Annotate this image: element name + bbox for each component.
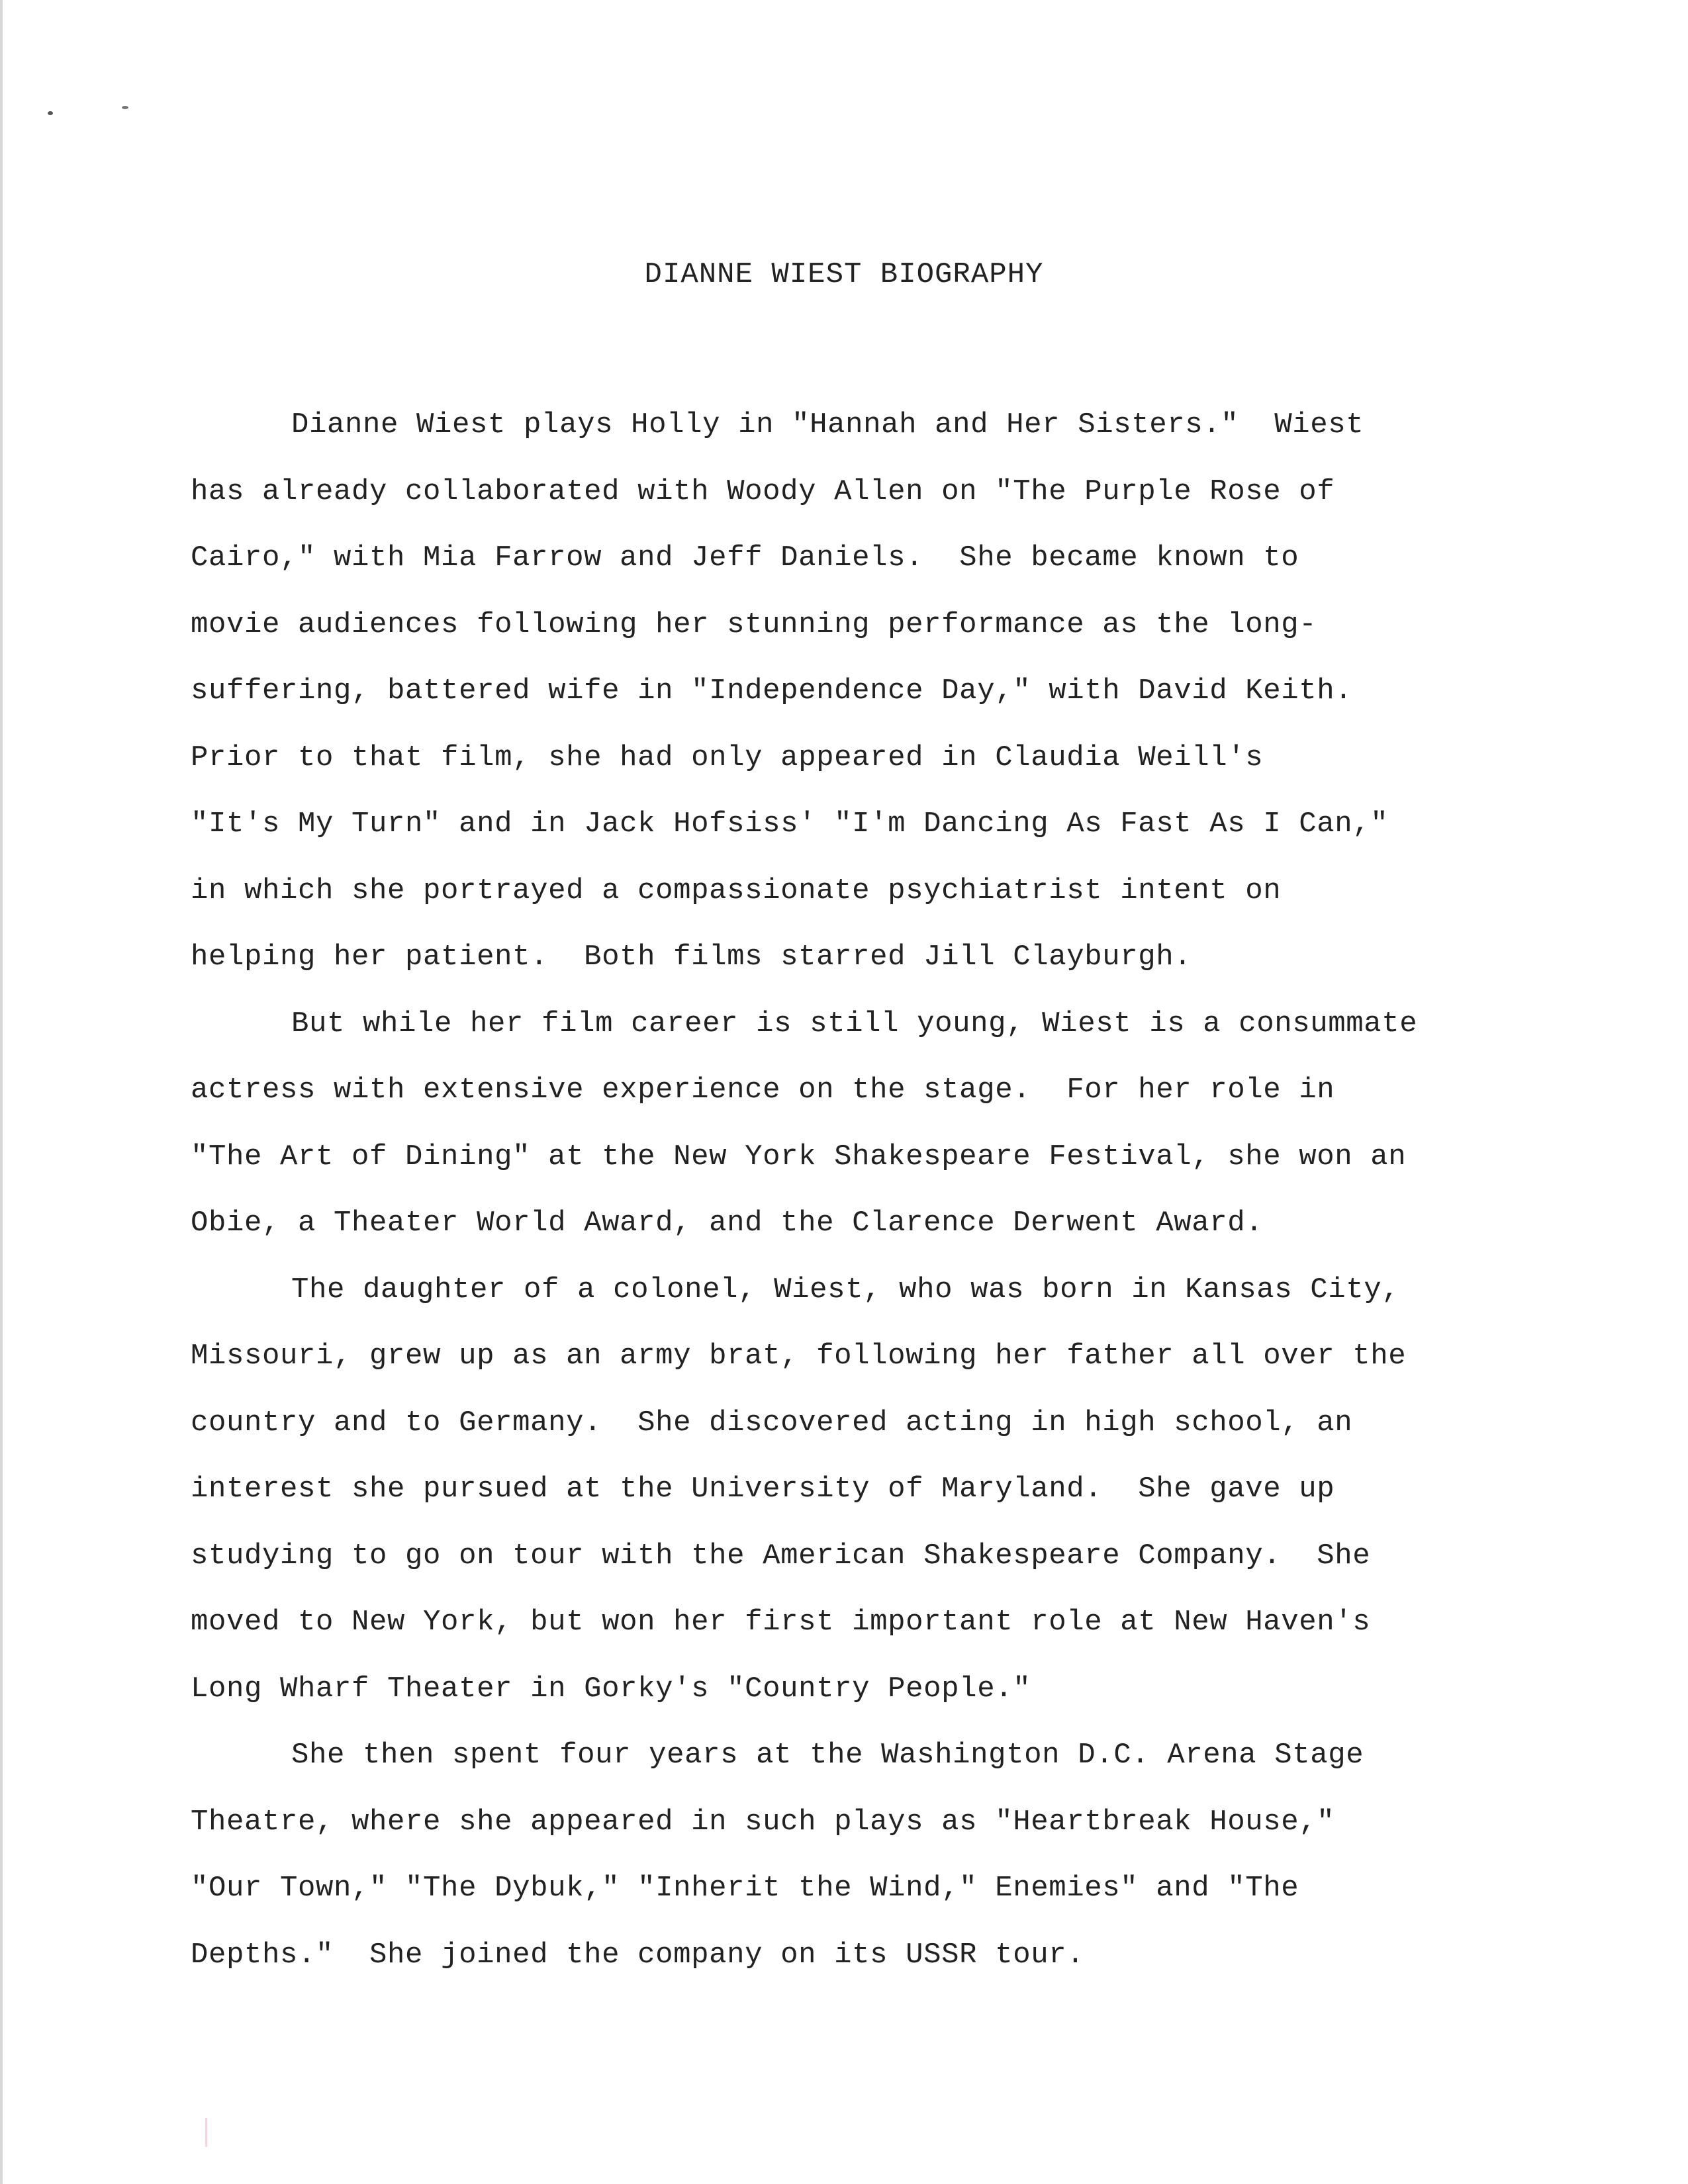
text-line: country and to Germany. She discovered acting in high school, an <box>191 1406 1353 1439</box>
text-line: actress with extensive experience on the stage. For her role in <box>191 1073 1335 1107</box>
text-line: Obie, a Theater World Award, and the Clarence Derwent Award. <box>191 1206 1264 1240</box>
text-line: "It's My Turn" and in Jack Hofsiss' "I'm Dancing As Fast As I Can," <box>191 807 1389 841</box>
text-line: in which she portrayed a compassionate psychiatrist intent on <box>191 874 1282 907</box>
text-line: Cairo," with Mia Farrow and Jeff Daniels. She became known to <box>191 541 1299 574</box>
text-line: Theatre, where she appeared in such plays as "Heartbreak House," <box>191 1805 1335 1839</box>
text-line: Prior to that film, she had only appeared in Claudia Weill's <box>191 741 1264 774</box>
paragraph <box>191 991 1574 1257</box>
page-edge <box>0 0 3 2184</box>
text-line: helping her patient. Both films starred Jill Clayburgh. <box>191 940 1192 974</box>
paragraph <box>191 1257 1574 1723</box>
text-line: has already collaborated with Woody Allen on "The Purple Rose of <box>191 475 1335 508</box>
text-line: She then spent four years at the Washington D.C. Arena Stage <box>291 1739 1364 1772</box>
text-line: suffering, battered wife in "Independence Day," with David Keith. <box>191 674 1353 707</box>
text-line: "Our Town," "The Dybuk," "Inherit the Wind," Enemies" and "The <box>191 1872 1299 1905</box>
text-line: studying to go on tour with the American Shakespeare Company. She <box>191 1539 1371 1572</box>
text-line: "The Art of Dining" at the New York Shakespeare Festival, she won an <box>191 1140 1407 1173</box>
text-line: moved to New York, but won her first important role at New Haven's <box>191 1606 1371 1639</box>
text-line: Depths." She joined the company on its USSR tour. <box>191 1938 1085 1972</box>
text-line: The daughter of a colonel, Wiest, who was born in Kansas City, <box>291 1273 1400 1306</box>
scan-speck <box>48 111 53 115</box>
page-title: DIANNE WIEST BIOGRAPHY <box>644 258 1044 291</box>
biography-body <box>191 392 1574 1988</box>
paragraph <box>191 1722 1574 1988</box>
text-line: Long Wharf Theater in Gorky's "Country People." <box>191 1672 1031 1706</box>
paragraph <box>191 392 1574 991</box>
text-line: interest she pursued at the University of Maryland. She gave up <box>191 1473 1335 1506</box>
text-line: Dianne Wiest plays Holly in "Hannah and Her Sisters." Wiest <box>291 408 1364 441</box>
scan-speck <box>122 106 128 109</box>
text-line: But while her film career is still young, Wiest is a consummate <box>291 1007 1418 1040</box>
text-line: Missouri, grew up as an army brat, following her father all over the <box>191 1340 1407 1373</box>
text-line: movie audiences following her stunning performance as the long- <box>191 608 1317 641</box>
scan-mark <box>205 2118 207 2147</box>
